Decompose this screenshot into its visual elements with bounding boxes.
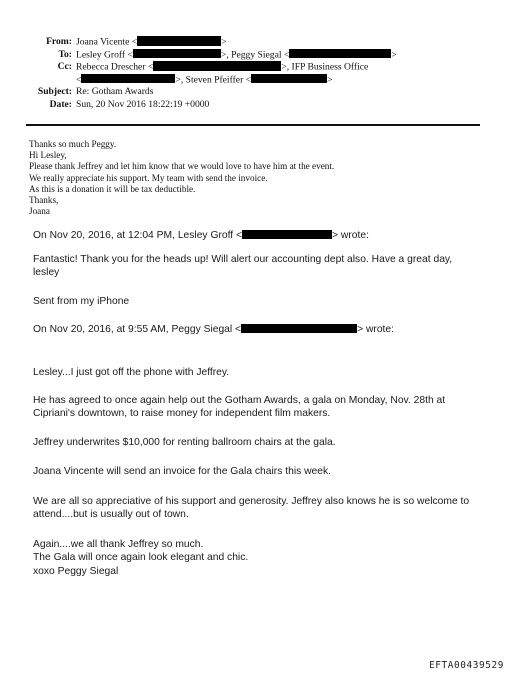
message-line: Thanks so much Peggy. bbox=[29, 139, 117, 149]
wrote-lead: On Nov 20, 2016, at 9:55 AM, Peggy Siegal < bbox=[33, 324, 242, 335]
cc-value: Rebecca Drescher < bbox=[76, 61, 154, 73]
to-row bbox=[0, 49, 512, 62]
cc-line2-lead: < bbox=[76, 74, 82, 86]
from-label: From: bbox=[46, 36, 72, 47]
message-line: Fantastic! Thank you for the heads up! Will alert our accounting dept also. Have a great day, bbox=[33, 254, 453, 265]
peggy-paragraph-3: Jeffrey underwrites $10,000 for renting ballroom chairs at the gala. bbox=[33, 437, 336, 448]
quote-header-peggy bbox=[33, 323, 394, 336]
date-label: Date: bbox=[49, 98, 72, 110]
redaction-bar bbox=[153, 61, 281, 71]
from-tail: > bbox=[221, 36, 227, 48]
redaction-bar bbox=[251, 74, 327, 84]
subject-value: Re: Gotham Awards bbox=[76, 86, 154, 98]
cc-line2-mid: >, Steven Pfeiffer < bbox=[175, 74, 252, 86]
from-value: Joana Vicente < bbox=[76, 36, 138, 48]
peggy-paragraph-2: He has agreed to once again help out the Gotham Awards, a gala on Monday, Nov. 28th at Cipriani's downtown, to raise money for independent film makers. bbox=[33, 395, 446, 420]
cc-label: Cc: bbox=[57, 61, 72, 73]
header-divider bbox=[26, 124, 480, 126]
message-line: Joana bbox=[29, 206, 50, 217]
peggy-paragraph-1: Lesley...I just got off the phone with Jeffrey. bbox=[33, 367, 230, 378]
peggy-paragraph-4: Joana Vincente will send an invoice for the Gala chairs this week. bbox=[33, 466, 332, 477]
redaction-bar bbox=[137, 36, 221, 46]
message-line: As this is a donation it will be tax deductible. bbox=[29, 183, 196, 194]
subject-row bbox=[0, 86, 512, 99]
subject-label: Subject: bbox=[37, 86, 72, 98]
date-row bbox=[0, 99, 512, 112]
redaction-bar bbox=[289, 49, 391, 59]
redaction-bar bbox=[133, 49, 221, 59]
wrote-lead: On Nov 20, 2016, at 12:04 PM, Lesley Groff < bbox=[33, 230, 243, 241]
message-line: Please thank Jeffrey and let him know that we would love to have him at the event. bbox=[29, 161, 335, 172]
message-line: Hi Lesley, bbox=[29, 150, 67, 161]
message-line: lesley bbox=[33, 267, 60, 279]
mobile-signature: Sent from my iPhone bbox=[33, 296, 130, 307]
to-tail: > bbox=[391, 49, 397, 61]
peggy-paragraph-6: Again....we all thank Jeffrey so much. The Gala will once again look elegant and chic. xoxo Peggy Siegal bbox=[33, 539, 249, 577]
wrote-tail: > wrote: bbox=[332, 230, 369, 241]
cc-line2-tail: > bbox=[327, 74, 333, 86]
bates-number: EFTA00439529 bbox=[429, 660, 504, 671]
date-value: Sun, 20 Nov 2016 18:22:19 +0000 bbox=[76, 98, 210, 110]
message-body-joana bbox=[29, 139, 334, 217]
from-row bbox=[0, 36, 512, 49]
redaction-bar bbox=[242, 230, 332, 240]
cc-row-continued bbox=[0, 74, 512, 87]
peggy-paragraph-5: We are all so appreciative of his support and generosity. Jeffrey also knows he is so welcome to attend....but is usually out of town. bbox=[33, 496, 470, 521]
cc-row bbox=[0, 61, 512, 74]
to-mid: >, Peggy Siegal < bbox=[220, 49, 290, 61]
message-line: We really appreciate his support. My team with send the invoice. bbox=[29, 172, 268, 183]
message-body-lesley bbox=[33, 253, 452, 280]
quote-header-lesley bbox=[33, 229, 369, 242]
wrote-tail: > wrote: bbox=[357, 324, 394, 335]
to-label: To: bbox=[58, 48, 72, 60]
email-header bbox=[0, 36, 512, 112]
redaction-bar bbox=[81, 74, 175, 84]
message-line: Thanks, bbox=[29, 195, 59, 206]
cc-mid: >, IFP Business Office bbox=[281, 61, 369, 73]
to-value: Lesley Groff < bbox=[76, 49, 133, 61]
redaction-bar bbox=[241, 324, 357, 334]
